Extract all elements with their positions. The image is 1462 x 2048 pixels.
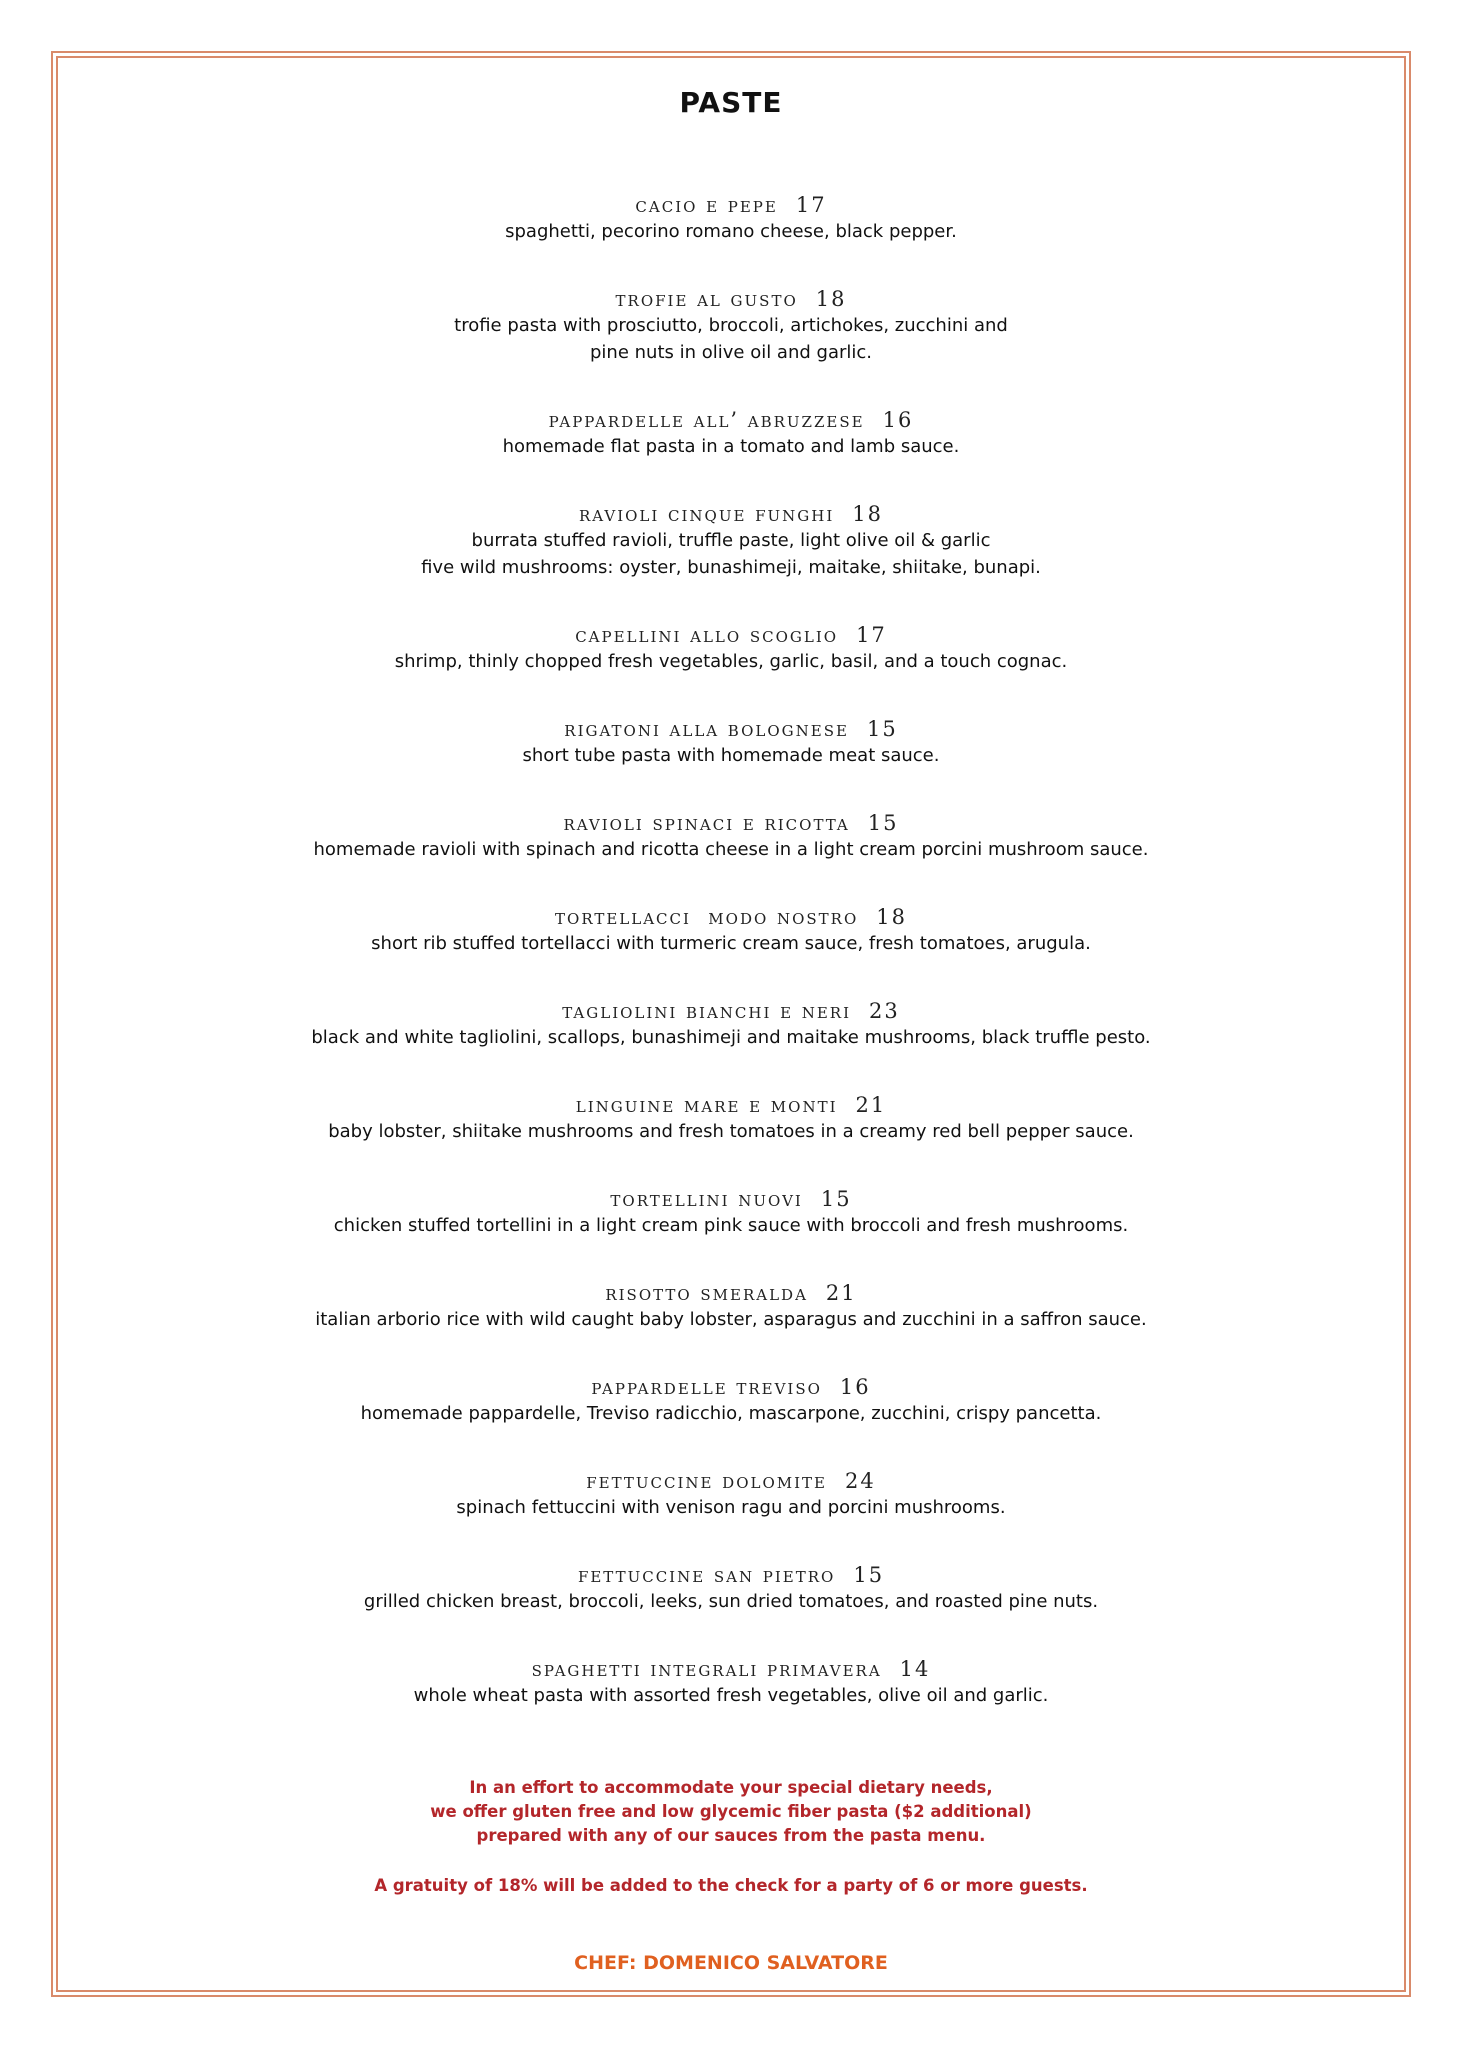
item-price: 17 (856, 623, 887, 647)
menu-item (0, 1186, 1462, 1280)
item-description: short tube pasta with homemade meat sauce. (522, 745, 940, 766)
item-description: grilled chicken breast, broccoli, leeks, sun dried tomatoes, and roasted pine nuts. (363, 1591, 1099, 1612)
item-description: spinach fettuccini with venison ragu and porcini mushrooms. (456, 1497, 1006, 1518)
item-description: short rib stuffed tortellacci with turmeric cream sauce, fresh tomatoes, arugula. (371, 933, 1091, 954)
item-name: ravioli cinque funghi (579, 502, 835, 526)
menu-list (0, 192, 1462, 1750)
chef-credit: CHEF: DOMENICO SALVATORE (574, 1952, 888, 1974)
item-description: italian arborio rice with wild caught baby lobster, asparagus and zucchini in a saffron sauce. (315, 1309, 1147, 1330)
item-name: capellini allo scoglio (575, 623, 839, 647)
menu-item (0, 192, 1462, 286)
menu-item (0, 1468, 1462, 1562)
item-name: linguine mare e monti (575, 1093, 838, 1117)
item-description: baby lobster, shiitake mushrooms and fresh tomatoes in a creamy red bell pepper sauce. (328, 1121, 1134, 1142)
menu-item (0, 998, 1462, 1092)
item-name: fettuccine dolomite (586, 1469, 827, 1493)
item-price: 14 (899, 1657, 931, 1681)
item-price: 17 (795, 193, 827, 217)
gratuity-notice: A gratuity of 18% will be added to the check for a party of 6 or more guests. (374, 1876, 1088, 1895)
item-name: risotto smeralda (605, 1281, 808, 1305)
item-name: trofie al gusto (615, 287, 798, 311)
item-name: fettuccine san pietro (577, 1563, 836, 1587)
item-description: whole wheat pasta with assorted fresh vegetables, olive oil and garlic. (413, 1685, 1049, 1706)
item-price: 18 (815, 287, 847, 311)
menu-item (0, 1656, 1462, 1750)
item-description: chicken stuffed tortellini in a light cream pink sauce with broccoli and fresh mushrooms. (333, 1215, 1129, 1236)
menu-item (0, 1562, 1462, 1656)
dietary-notice-line: In an effort to accommodate your special dietary needs, (469, 1778, 993, 1797)
menu-item (0, 501, 1462, 622)
item-price: 21 (825, 1281, 857, 1305)
item-description: burrata stuffed ravioli, truffle paste, light olive oil & garlic five wild mushrooms: oyster, bunashimeji, maitake, shiitake, bunapi. (421, 530, 1041, 578)
menu-item (0, 1280, 1462, 1374)
item-price: 16 (839, 1375, 871, 1399)
menu-item (0, 1092, 1462, 1186)
dietary-notice (0, 1776, 1462, 1848)
item-description: homemade flat pasta in a tomato and lamb sauce. (502, 436, 960, 457)
item-name: tortellini nuovi (610, 1187, 803, 1211)
item-description: black and white tagliolini, scallops, bunashimeji and maitake mushrooms, black truffle pesto. (311, 1027, 1151, 1048)
item-description: trofie pasta with prosciutto, broccoli, artichokes, zucchini and pine nuts in olive oil and garlic. (454, 315, 1008, 363)
item-name: pappardelle treviso (591, 1375, 822, 1399)
item-description: shrimp, thinly chopped fresh vegetables, garlic, basil, and a touch cognac. (394, 651, 1068, 672)
dietary-notice-line: we offer gluten free and low glycemic fiber pasta ($2 additional) (430, 1802, 1032, 1821)
item-description: homemade ravioli with spinach and ricotta cheese in a light cream porcini mushroom sauce. (313, 839, 1149, 860)
menu-item (0, 407, 1462, 501)
item-name: spaghetti integrali primavera (531, 1657, 882, 1681)
item-price: 18 (852, 502, 883, 526)
item-price: 15 (866, 717, 898, 741)
item-price: 15 (867, 811, 899, 835)
item-name: ravioli spinaci e ricotta (563, 811, 850, 835)
item-price: 18 (876, 905, 907, 929)
item-price: 24 (845, 1469, 876, 1493)
item-price: 23 (869, 999, 900, 1023)
item-price: 15 (853, 1563, 885, 1587)
item-name: tagliolini bianchi e neri (562, 999, 852, 1023)
item-name: tortellacci modo nostro (555, 905, 859, 929)
menu-item (0, 1374, 1462, 1468)
item-description: spaghetti, pecorino romano cheese, black pepper. (505, 221, 957, 242)
item-price: 16 (882, 408, 914, 432)
menu-item (0, 716, 1462, 810)
menu-item (0, 904, 1462, 998)
item-name: rigatoni alla bolognese (564, 717, 849, 741)
menu-item (0, 810, 1462, 904)
menu-item (0, 622, 1462, 716)
dietary-notice-line: prepared with any of our sauces from the pasta menu. (476, 1826, 986, 1845)
item-price: 21 (855, 1093, 887, 1117)
menu-item (0, 286, 1462, 407)
item-description: homemade pappardelle, Treviso radicchio, mascarpone, zucchini, crispy pancetta. (360, 1403, 1102, 1424)
item-price: 15 (820, 1187, 852, 1211)
item-name: cacio e pepe (635, 193, 778, 217)
page-title: PASTE (679, 86, 783, 119)
item-name: pappardelle all’ abruzzese (548, 408, 865, 432)
